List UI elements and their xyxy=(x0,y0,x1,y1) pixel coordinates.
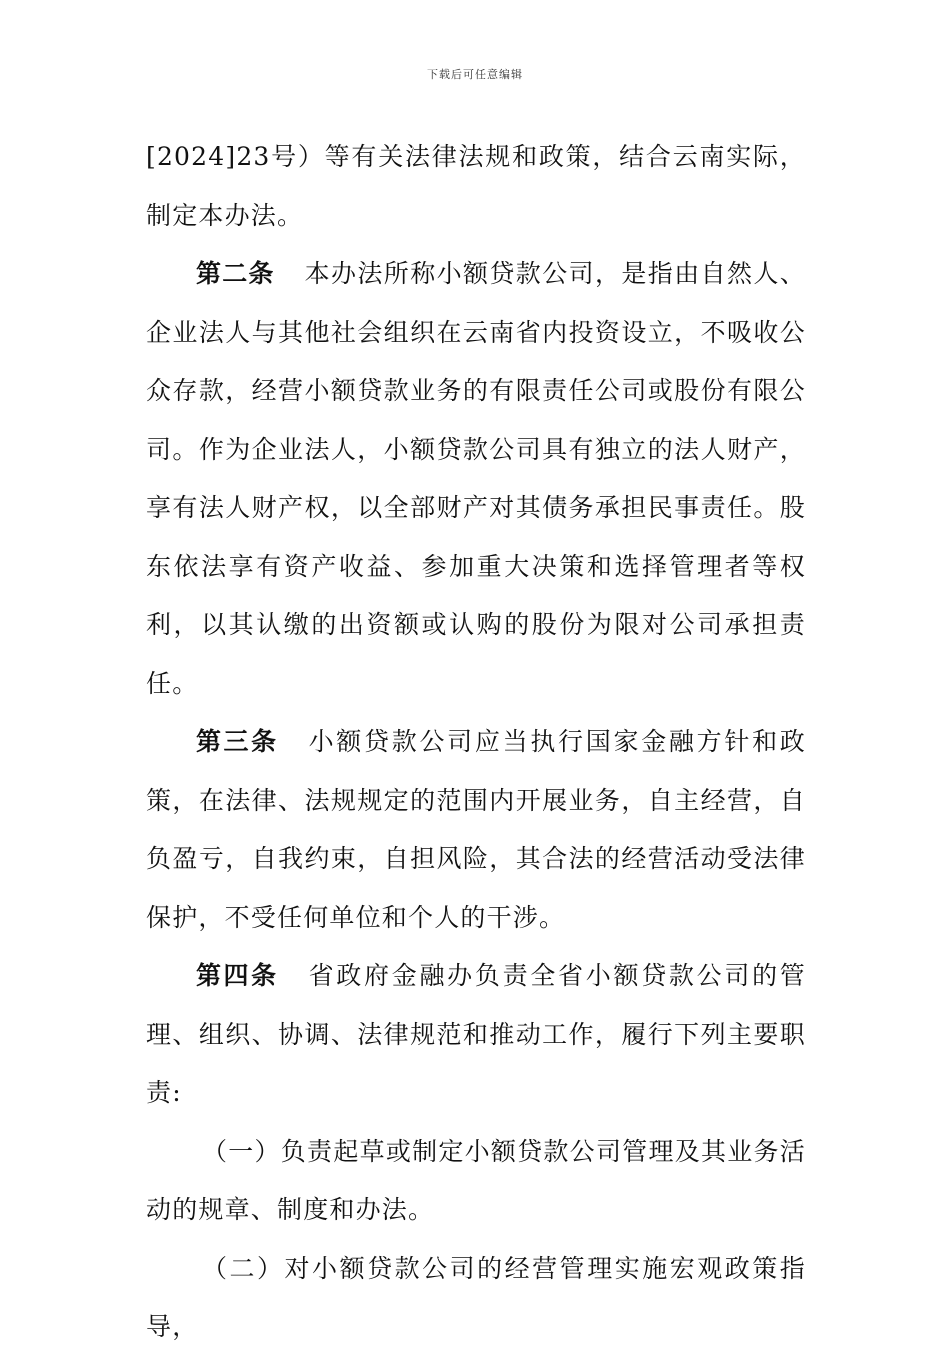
article-4-text: 省政府金融办负责全省小额贷款公司的管理、组织、协调、法律规范和推动工作，履行下列主要职责: xyxy=(146,961,806,1107)
article-2-paragraph xyxy=(146,245,806,713)
article-4-item-2: （二）对小额贷款公司的经营管理实施宏观政策指导， xyxy=(146,1253,806,1341)
document-body xyxy=(146,128,806,1357)
article-4-heading: 第四条 xyxy=(196,961,279,990)
article-3-text: 小额贷款公司应当执行国家金融方针和政策，在法律、法规规定的范围内开展业务，自主经营，自负盈亏，自我约束，自担风险，其合法的经营活动受法律保护，不受任何单位和个人的干涉。 xyxy=(146,727,806,932)
article-2-text: 本办法所称小额贷款公司，是指由自然人、企业法人与其他社会组织在云南省内投资设立，不吸收公众存款，经营小额贷款业务的有限责任公司或股份有限公司。作为企业法人，小额贷款公司具有独立的法人财产，享有法人财产权，以全部财产对其债务承担民事责任。股东依法享有资产收益、参加重大决策和选择管理者等权利，以其认缴的出资额或认购的股份为限对公司承担责任。 xyxy=(146,259,806,698)
article-4-paragraph xyxy=(146,947,806,1123)
page-header-note: 下载后可任意编辑 xyxy=(427,68,523,81)
article-3-paragraph xyxy=(146,713,806,947)
article-4-item-1: （一）负责起草或制定小额贷款公司管理及其业务活动的规章、制度和办法。 xyxy=(146,1136,806,1224)
article-3-heading: 第三条 xyxy=(196,727,279,756)
article-2-heading: 第二条 xyxy=(196,259,275,288)
paragraph-continuation: [2024]23号）等有关法律法规和政策，结合云南实际，制定本办法。 xyxy=(146,142,806,230)
